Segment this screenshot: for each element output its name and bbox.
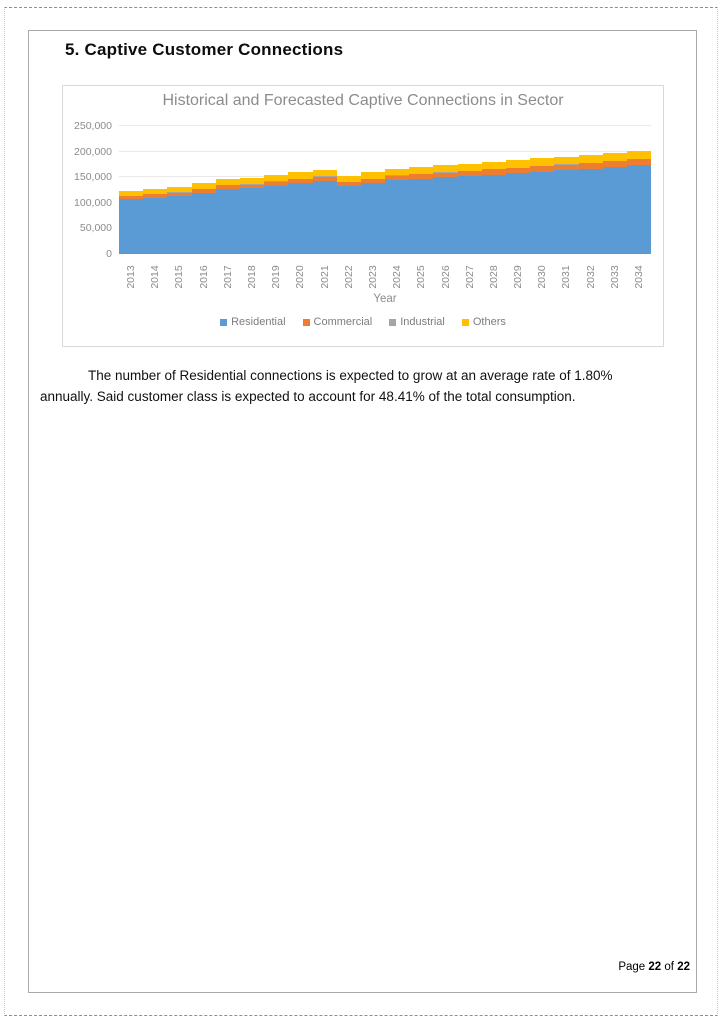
bar-column-2015 [167, 187, 191, 254]
x-tick-label: 2020 [294, 265, 307, 289]
body-paragraph: The number of Residential connections is expected to grow at an average rate of 1.80% annually. Said customer class is expected to account for 48.41% of the total consumption. [40, 368, 613, 404]
x-tick-label: 2025 [415, 265, 428, 289]
bar-segment-others [313, 170, 337, 177]
bar-segment-others [554, 157, 578, 165]
y-axis-tick-labels [63, 120, 112, 260]
bar-column-2030 [530, 158, 554, 254]
bar-column-2013 [119, 191, 143, 254]
footer-of-word: of [664, 961, 674, 973]
bar-column-2032 [579, 155, 603, 254]
bar-segment-others [530, 158, 554, 166]
legend-item-industrial [389, 316, 445, 328]
bar-segment-residential [216, 189, 240, 254]
x-tick-label: 2016 [197, 265, 210, 289]
x-tick-label: 2023 [366, 265, 379, 289]
bar-segment-others [579, 155, 603, 163]
footer-total-pages: 22 [677, 961, 690, 973]
legend-item-others [462, 316, 506, 328]
bar-column-2016 [192, 183, 216, 254]
bar-segment-others [458, 164, 482, 171]
y-tick-label: 100,000 [74, 196, 112, 209]
x-tick-label: 2015 [173, 265, 186, 289]
bar-column-2020 [288, 172, 312, 254]
x-tick-label: 2013 [125, 265, 138, 289]
legend-swatch [220, 319, 227, 326]
x-tick-label: 2022 [342, 265, 355, 289]
legend-item-commercial [303, 316, 373, 328]
legend-swatch [303, 319, 310, 326]
x-tick-label: 2030 [536, 265, 549, 289]
x-axis-tick-labels [119, 259, 651, 295]
bar-segment-others [409, 167, 433, 174]
bar-segment-residential [433, 177, 457, 254]
bar-segment-others [433, 165, 457, 172]
x-tick-label: 2019 [270, 265, 283, 289]
bar-segment-residential [192, 193, 216, 254]
bar-segment-residential [603, 167, 627, 254]
x-tick-label: 2026 [439, 265, 452, 289]
x-tick-label: 2014 [149, 265, 162, 289]
legend-label: Residential [231, 316, 286, 328]
bar-column-2021 [313, 170, 337, 254]
bar-segment-others [385, 169, 409, 176]
bar-column-2034 [627, 151, 651, 254]
bar-column-2024 [385, 169, 409, 254]
bar-segment-others [482, 162, 506, 169]
chart-legend [63, 316, 663, 328]
x-tick-label: 2027 [463, 265, 476, 289]
y-tick-label: 250,000 [74, 120, 112, 132]
x-tick-label: 2029 [512, 265, 525, 289]
page-footer [618, 961, 690, 973]
bar-column-2027 [458, 164, 482, 254]
bar-column-2026 [433, 165, 457, 254]
y-tick-label: 50,000 [79, 222, 112, 235]
bar-series [119, 126, 651, 254]
bar-column-2028 [482, 162, 506, 254]
bar-column-2014 [143, 189, 167, 254]
bar-segment-residential [579, 169, 603, 254]
bar-column-2022 [337, 176, 361, 254]
section-heading: 5. Captive Customer Connections [65, 40, 344, 59]
x-tick-label: 2033 [608, 265, 621, 289]
x-tick-label: 2017 [221, 265, 234, 289]
x-tick-label: 2024 [391, 265, 404, 289]
bar-segment-residential [482, 175, 506, 255]
bar-segment-residential [313, 181, 337, 254]
x-tick-label: 2021 [318, 265, 331, 289]
bar-segment-residential [337, 186, 361, 254]
legend-swatch [462, 319, 469, 326]
bar-column-2029 [506, 160, 530, 254]
bar-segment-others [506, 160, 530, 167]
bar-column-2033 [603, 153, 627, 254]
bar-column-2031 [554, 157, 578, 254]
bar-segment-residential [264, 186, 288, 254]
legend-label: Others [472, 316, 506, 328]
chart-title: Historical and Forecasted Captive Connections in Sector [162, 92, 564, 109]
bar-segment-residential [385, 180, 409, 254]
bar-column-2017 [216, 179, 240, 254]
footer-page-word: Page [618, 961, 646, 973]
footer-current-page: 22 [648, 961, 662, 973]
bar-segment-residential [506, 173, 530, 254]
chart-container [62, 85, 664, 347]
bar-column-2025 [409, 167, 433, 254]
x-tick-label: 2018 [246, 265, 259, 289]
y-tick-label: 0 [106, 248, 112, 260]
bar-segment-residential [119, 199, 143, 254]
x-tick-label: 2034 [633, 265, 646, 289]
legend-label: Industrial [400, 316, 445, 328]
bar-segment-residential [627, 165, 651, 254]
bar-segment-residential [361, 183, 385, 254]
bar-segment-residential [409, 179, 433, 254]
legend-item-residential [220, 316, 285, 328]
bar-segment-residential [554, 170, 578, 254]
bar-column-2023 [361, 172, 385, 254]
bar-segment-residential [288, 183, 312, 254]
bar-segment-others [627, 151, 651, 159]
x-tick-label: 2028 [487, 265, 500, 289]
bar-segment-residential [167, 196, 191, 254]
bar-column-2019 [264, 175, 288, 254]
legend-label: Commercial [313, 316, 373, 328]
bar-segment-residential [458, 176, 482, 254]
bar-segment-residential [240, 188, 264, 254]
bar-segment-others [603, 153, 627, 161]
bar-segment-residential [143, 198, 167, 254]
y-tick-label: 150,000 [74, 171, 112, 184]
plot-area [119, 126, 651, 254]
bar-column-2018 [240, 178, 264, 254]
bar-segment-residential [530, 172, 554, 254]
x-tick-label: 2031 [560, 265, 573, 289]
x-tick-label: 2032 [584, 265, 597, 289]
x-axis-title: Year [373, 293, 397, 305]
y-tick-label: 200,000 [74, 145, 112, 158]
legend-swatch [389, 319, 396, 326]
